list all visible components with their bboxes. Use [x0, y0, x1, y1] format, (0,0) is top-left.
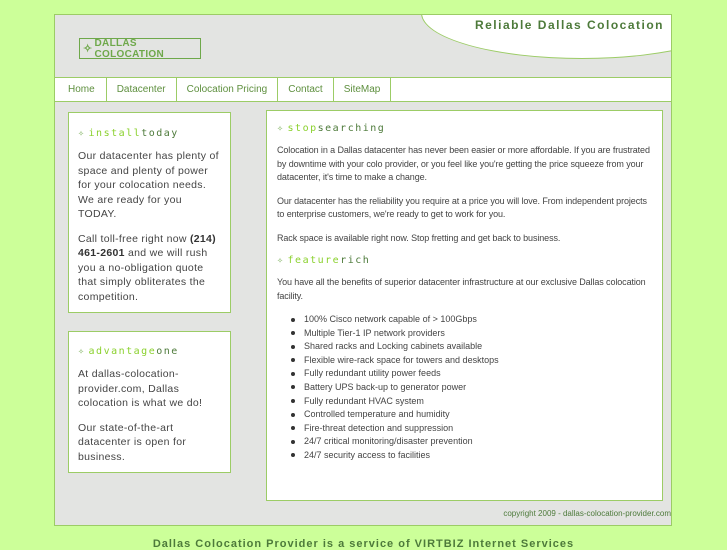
main-content-box — [266, 110, 663, 501]
list-item: Multiple Tier-1 IP network providers — [304, 327, 652, 341]
nav-colocation-pricing[interactable]: Colocation Pricing — [177, 78, 279, 101]
list-item: Controlled temperature and humidity — [304, 408, 652, 422]
advantage-one-title: ✧ advantageone — [78, 346, 179, 357]
list-item: Shared racks and Locking cabinets available — [304, 340, 652, 354]
list-item: 24/7 security access to facilities — [304, 449, 652, 463]
main-paragraph-1: Colocation in a Dallas datacenter has never been easier or more affordable. If you are frustrated by downtime with your colo provider, or you feel like you're getting the price squeeze from your datacenter, it's time to make a change. — [277, 145, 650, 182]
list-item: Fire-threat detection and suppression — [304, 422, 652, 436]
list-item: Fully redundant HVAC system — [304, 395, 652, 409]
nav-sitemap[interactable]: SiteMap — [334, 78, 392, 101]
list-item: 24/7 critical monitoring/disaster prevention — [304, 435, 652, 449]
feature-list — [277, 313, 652, 463]
main-paragraph-3: Rack space is available right now. Stop fretting and get back to business. — [277, 232, 561, 243]
advantage-one-box — [68, 331, 231, 473]
list-item: 100% Cisco network capable of > 100Gbps — [304, 313, 652, 327]
copyright-text: copyright 2009 - dallas-colocation-provider.com — [503, 509, 671, 518]
nav-contact[interactable]: Contact — [278, 78, 333, 101]
phone-number: (214) 461-2601 — [78, 232, 216, 259]
footer-text: Dallas Colocation Provider is a service of VIRTBIZ Internet Services — [152, 538, 575, 550]
diamond-bullet-icon: ✧ — [277, 255, 285, 266]
list-item: Battery UPS back-up to generator power — [304, 381, 652, 395]
advantage-paragraph-1: At dallas-colocation-provider.com, Dallas colocation is what we do! — [78, 368, 203, 409]
page-container — [54, 14, 672, 526]
diamond-bullet-icon: ✧ — [78, 128, 86, 139]
logo-diamond-icon: ✧ — [83, 43, 93, 55]
feature-rich-title: ✧ featurerich — [277, 255, 371, 266]
site-tagline: Reliable Dallas Colocation — [474, 18, 664, 32]
header — [55, 15, 672, 77]
list-item: Flexible wire-rack space for towers and desktops — [304, 354, 652, 368]
logo-text: DALLAS COLOCATION — [94, 37, 165, 60]
install-today-box — [68, 112, 231, 313]
install-paragraph-1: Our datacenter has plenty of space and plenty of power for your colocation needs. We are ready for you TODAY. — [78, 150, 219, 220]
main-paragraph-2: Our datacenter has the reliability you require at a price you will love. From independent projects to enterprise customers, we're ready to get to work for you. — [277, 195, 647, 219]
diamond-bullet-icon: ✧ — [277, 123, 285, 134]
stop-searching-title: ✧ stopsearching — [277, 123, 386, 134]
install-paragraph-2: Call toll-free right now (214) 461-2601 and we will rush you a no-obligation quote that simply obliterates the competition. — [78, 232, 216, 303]
nav-datacenter[interactable]: Datacenter — [107, 78, 177, 101]
install-today-title: ✧ installtoday — [78, 128, 179, 139]
nav-home[interactable]: Home — [55, 78, 107, 101]
site-logo[interactable] — [79, 38, 201, 59]
diamond-bullet-icon: ✧ — [78, 346, 86, 357]
main-nav — [55, 77, 672, 102]
list-item: Fully redundant utility power feeds — [304, 367, 652, 381]
advantage-paragraph-2: Our state-of-the-art datacenter is open for business. — [78, 421, 187, 463]
main-paragraph-4: You have all the benefits of superior datacenter infrastructure at our exclusive Dallas colocation facility. — [277, 277, 646, 301]
